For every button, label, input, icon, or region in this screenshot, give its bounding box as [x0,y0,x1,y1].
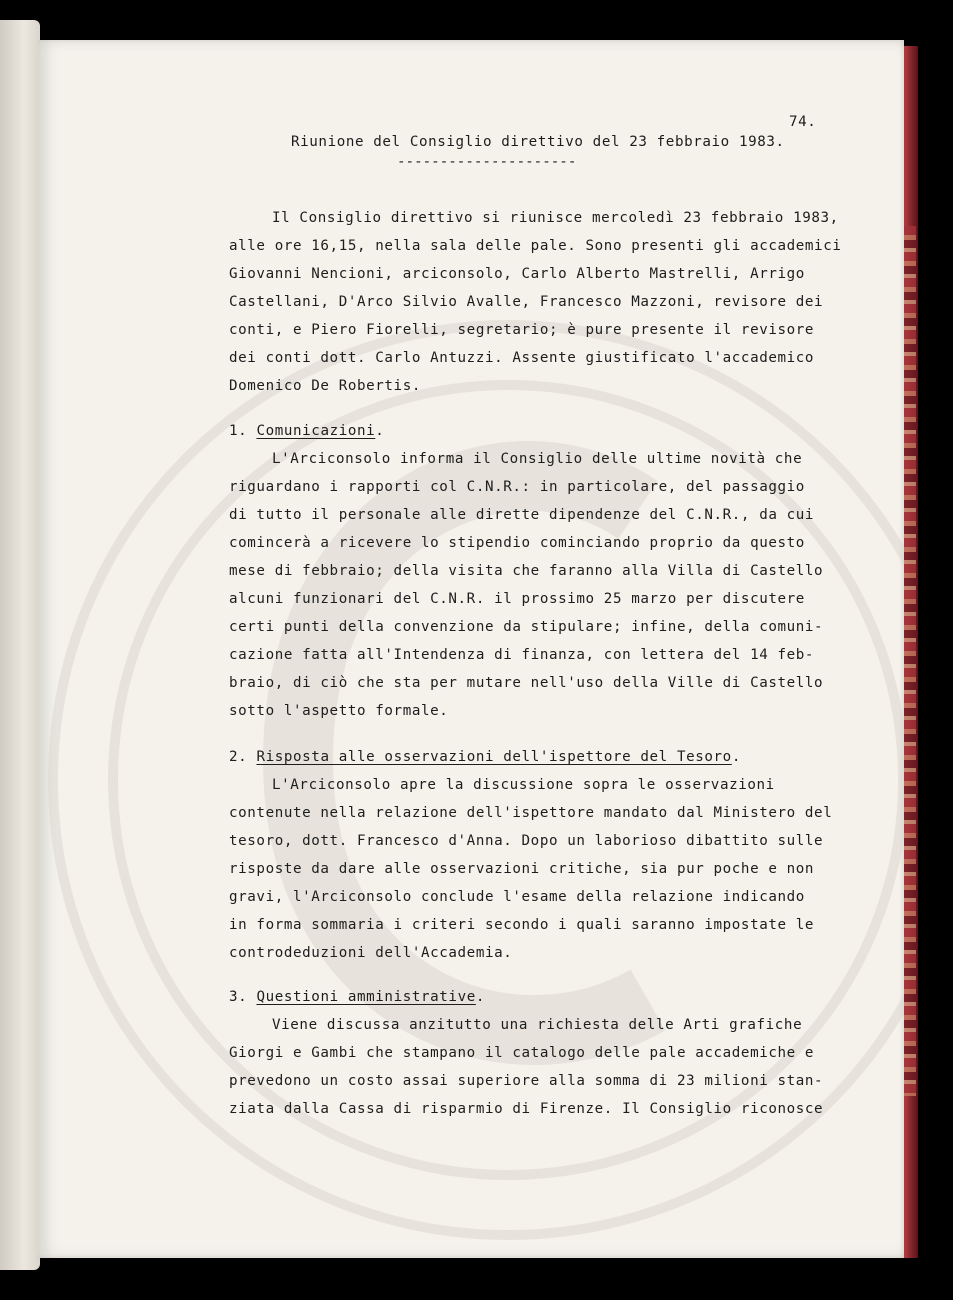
paragraph-line: prevedono un costo assai superiore alla somma di 23 milioni stan- [229,1073,824,1089]
paragraph-line: Il Consiglio direttivo si riunisce mercoledì 23 febbraio 1983, [272,210,839,226]
paragraph-line: comincerà a ricevere lo stipendio cominciando proprio da questo [229,535,805,551]
paragraph-line: Castellani, D'Arco Silvio Avalle, Francesco Mazzoni, revisore dei [229,294,824,310]
section-title: Questioni amministrative [256,989,476,1005]
section-number: 1. [229,423,248,439]
paragraph-line: mese di febbraio; della visita che faranno alla Villa di Castello [229,563,824,579]
paragraph-line: tesoro, dott. Francesco d'Anna. Dopo un laborioso dibattito sulle [229,833,824,849]
paragraph-line: contenute nella relazione dell'ispettore mandato dal Ministero del [229,805,833,821]
section-title-period: . [475,989,486,1005]
paragraph-line: alcuni funzionari del C.N.R. il prossimo 25 marzo per discutere [229,591,805,607]
paragraph-line: gravi, l'Arciconsolo conclude l'esame della relazione indicando [229,889,805,905]
paragraph-line: braio, di ciò che sta per mutare nell'uso della Ville di Castello [229,675,824,691]
paragraph-line: dei conti dott. Carlo Antuzzi. Assente giustificato l'accademico [229,350,815,366]
paragraph-line: di tutto il personale alle dirette dipendenze del C.N.R., da cui [229,507,815,523]
section-heading-risposta [229,749,741,765]
paragraph-line: riguardano i rapporti col C.N.R.: in particolare, del passaggio [229,479,805,495]
section-number: 3. [229,989,248,1005]
paragraph-line: in forma sommaria i criteri secondo i quali saranno impostate le [229,917,815,933]
paragraph-line: controdeduzioni dell'Accademia. [229,945,513,961]
section-title: Comunicazioni [256,423,376,439]
page-number: 74. [789,114,817,130]
document-title: Riunione del Consiglio direttivo del 23 febbraio 1983. [291,134,785,150]
section-heading-questioni [229,989,485,1005]
section-title-period: . [375,423,385,439]
section-title-period: . [731,749,741,765]
paragraph-line: cazione fatta all'Intendenza di finanza, con lettera del 14 feb- [229,647,815,663]
paragraph-line: L'Arciconsolo apre la discussione sopra le osservazioni [272,777,775,793]
paragraph-line: Giovanni Nencioni, arciconsolo, Carlo Alberto Mastrelli, Arrigo [229,266,805,282]
paragraph-line: alle ore 16,15, nella sala delle pale. Sono presenti gli accademici [229,238,842,254]
paragraph-line: sotto l'aspetto formale. [229,703,449,719]
paragraph-line: conti, e Piero Fiorelli, segretario; è pure presente il revisore [229,322,815,338]
paragraph-line: ziata dalla Cassa di risparmio di Firenze. Il Consiglio riconosce [229,1101,824,1117]
section-title: Risposta alle osservazioni dell'ispettore del Tesoro [256,749,732,765]
paragraph-line: Domenico De Robertis. [229,378,421,394]
paragraph-line: Viene discussa anzitutto una richiesta delle Arti grafiche [272,1017,803,1033]
paragraph-line: certi punti della convenzione da stipulare; infine, della comuni- [229,619,824,635]
paragraph-line: Giorgi e Gambi che stampano il catalogo delle pale accademiche e [229,1045,815,1061]
title-underline-rule: --------------------- [397,154,577,170]
document-page [38,40,904,1258]
facing-page-edge [0,20,40,1270]
paragraph-line: risposte da dare alle osservazioni critiche, sia pur poche e non [229,861,815,877]
paragraph-line: L'Arciconsolo informa il Consiglio delle ultime novità che [272,451,803,467]
section-heading-comunicazioni [229,423,384,439]
section-number: 2. [229,749,248,765]
